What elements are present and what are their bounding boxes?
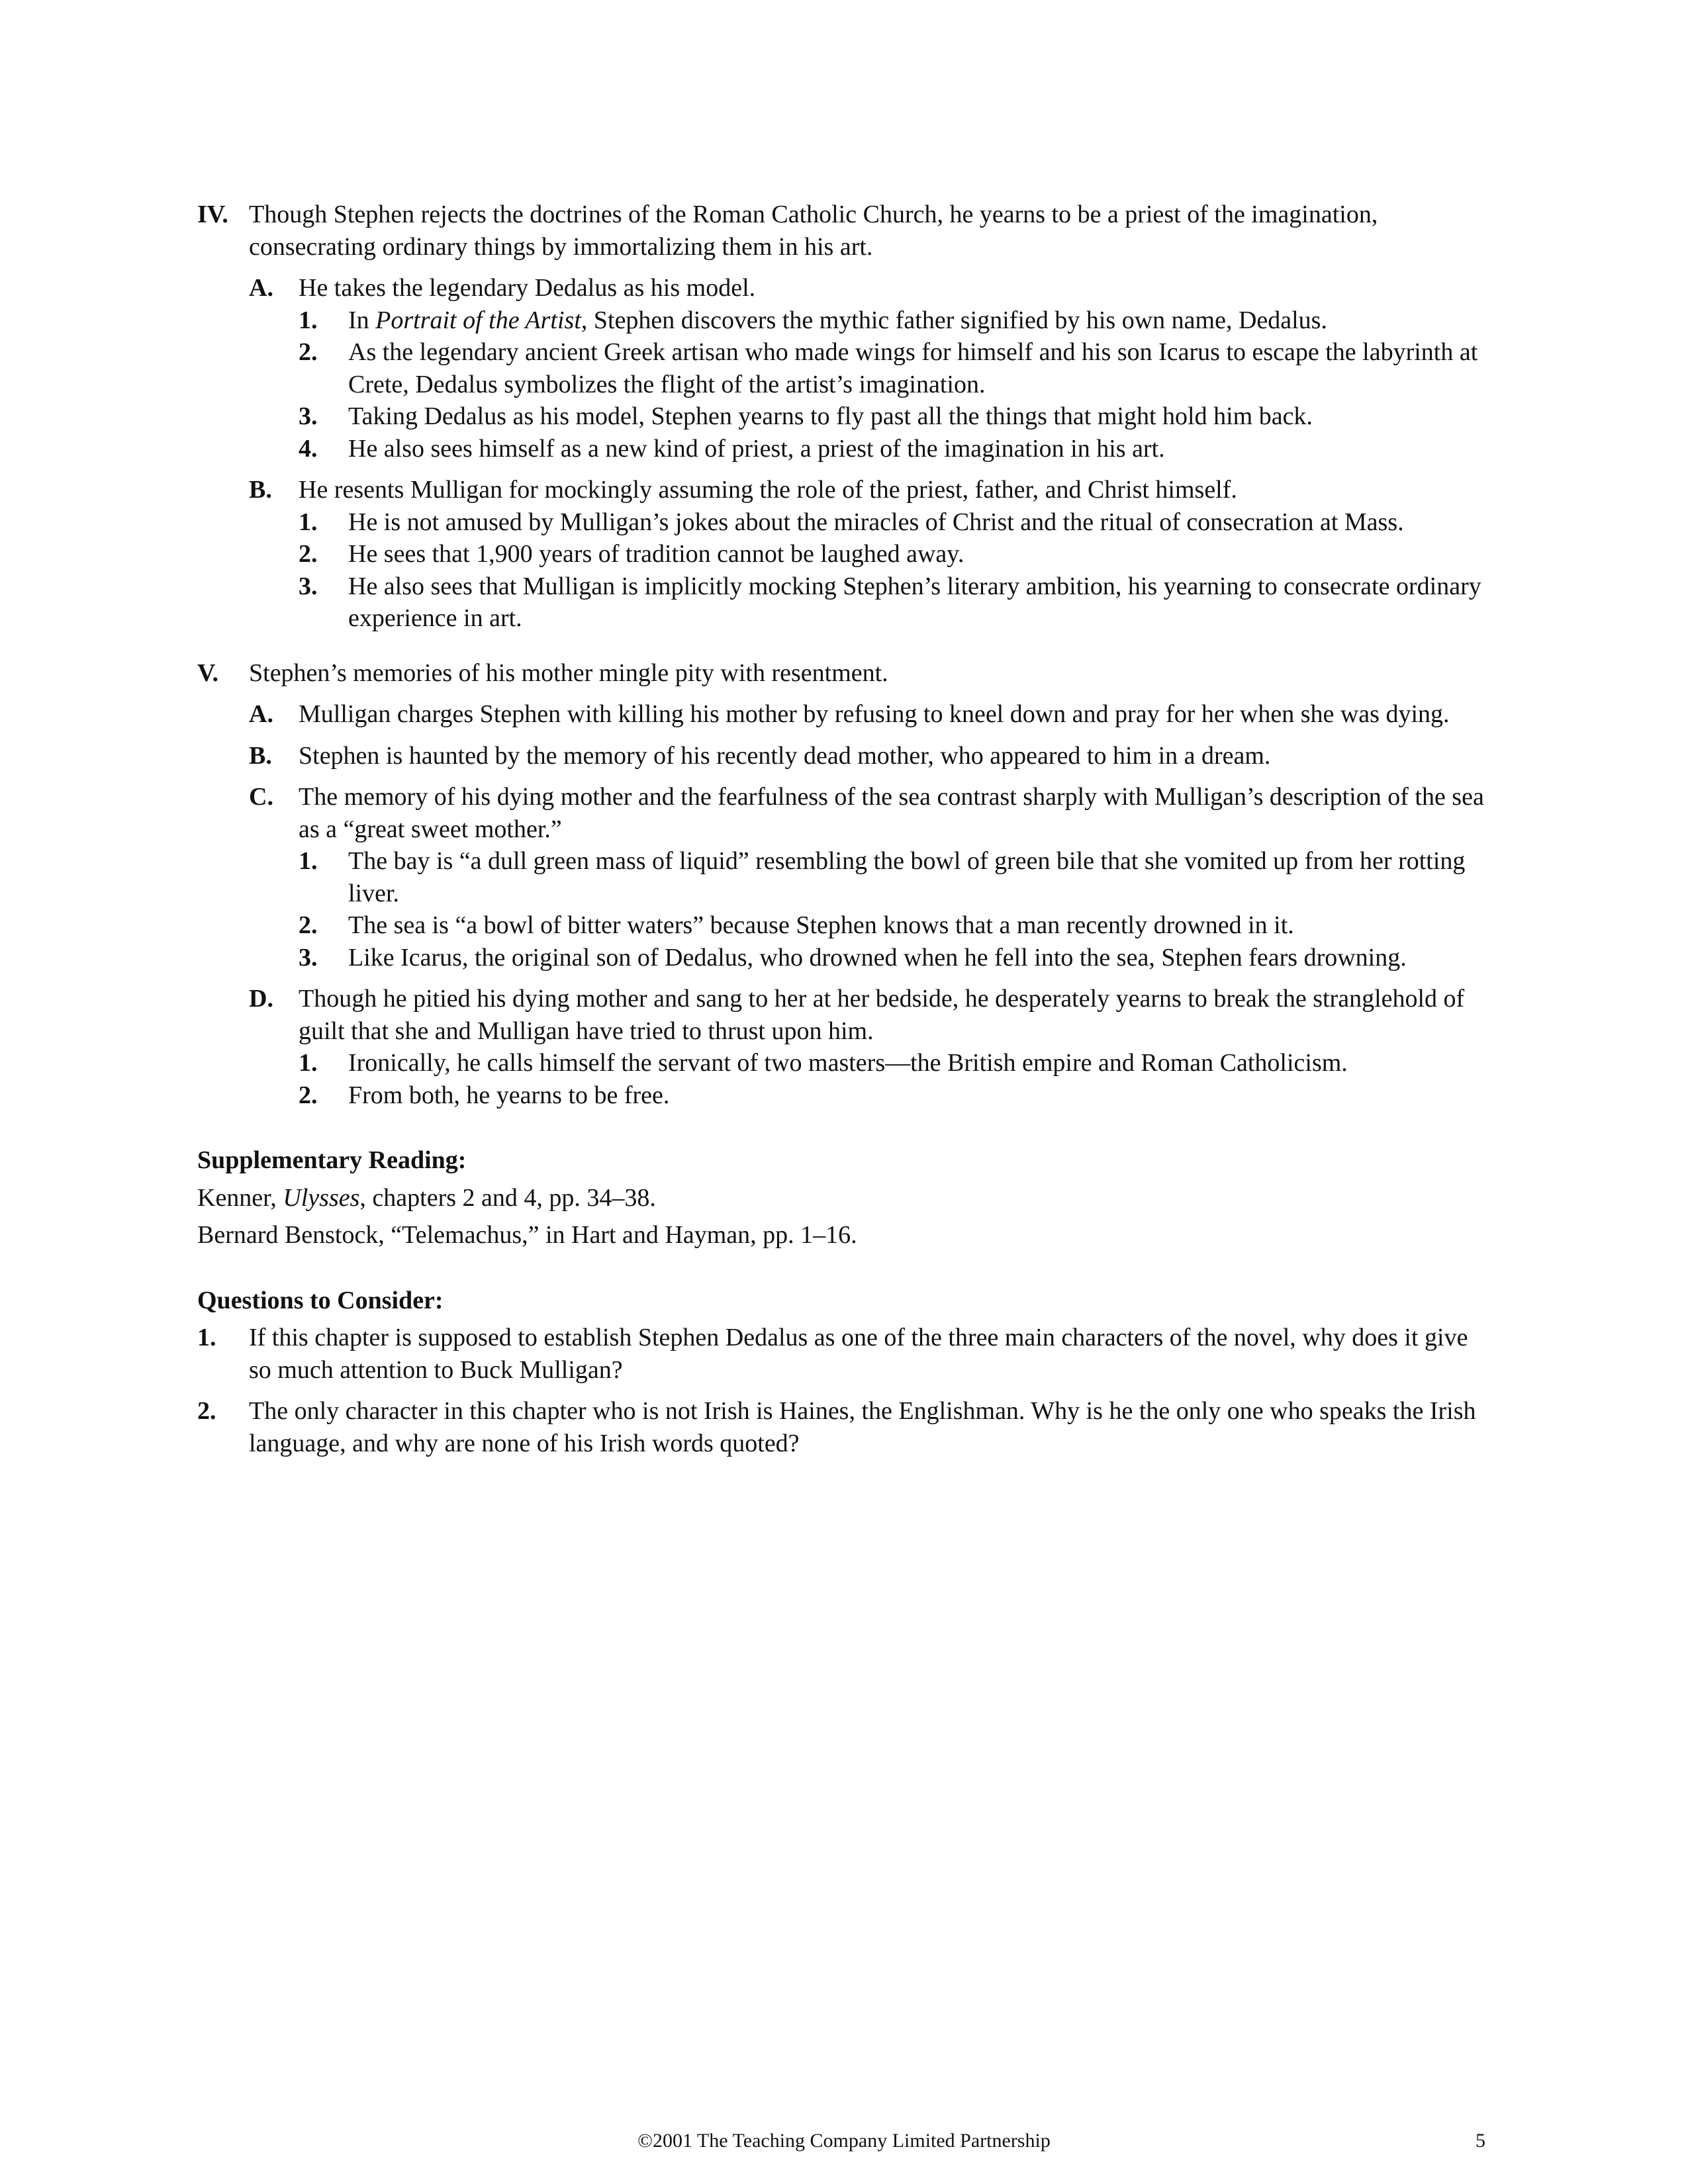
outline-label: 2. xyxy=(299,911,318,939)
outline-text: He also sees himself as a new kind of priest, a priest of the imagination in his art. xyxy=(348,434,1165,463)
question-text: If this chapter is supposed to establish Stephen Dedalus as one of the three main characters of the novel, why does it give so much attention to Buck Mulligan? xyxy=(249,1324,1468,1384)
question-item xyxy=(197,1395,1495,1459)
question-text: The only character in this chapter who is not Irish is Haines, the Englishman. Why is he the only one who speaks the Irish language, and why are none of his Irish words quoted? xyxy=(249,1397,1476,1457)
outline-text: He resents Mulligan for mockingly assuming the role of the priest, father, and Christ himself. xyxy=(299,476,1237,504)
outline-point xyxy=(299,506,1495,539)
question-item xyxy=(197,1322,1495,1386)
outline-text: The bay is “a dull green mass of liquid” resembling the bowl of green bile that she vomited up from her rotting liver. xyxy=(348,847,1466,907)
outline-item-iv xyxy=(197,199,1495,635)
outline-point xyxy=(299,1047,1495,1079)
outline-label: 3. xyxy=(299,402,318,430)
outline-point xyxy=(299,1079,1495,1112)
question-label: 1. xyxy=(197,1324,216,1351)
outline-point xyxy=(299,845,1495,909)
outline-item-v-a xyxy=(249,698,1495,731)
outline-item-v-c xyxy=(249,781,1495,974)
outline-label: 1. xyxy=(299,508,318,536)
outline-text: As the legendary ancient Greek artisan who made wings for himself and his son Icarus to escape the labyrinth at Crete, Dedalus symbolizes the flight of the artist’s imagination. xyxy=(348,338,1478,398)
outline-text: Stephen’s memories of his mother mingle pity with resentment. xyxy=(249,659,888,687)
outline-text: Stephen is haunted by the memory of his recently dead mother, who appeared to him in a dream. xyxy=(299,741,1271,770)
outline-text: From both, he yearns to be free. xyxy=(348,1081,670,1109)
outline-label: 2. xyxy=(299,1081,318,1109)
outline-item-v-b xyxy=(249,740,1495,772)
outline-item-v xyxy=(197,657,1495,1112)
copyright-notice: ©2001 The Teaching Company Limited Partnership xyxy=(637,2130,1051,2152)
outline-point xyxy=(299,400,1495,433)
reading-entry: Bernard Benstock, “Telemachus,” in Hart and Hayman, pp. 1–16. xyxy=(197,1221,857,1249)
outline-item-v-d xyxy=(249,983,1495,1111)
outline-label: V. xyxy=(197,659,219,687)
outline-label: B. xyxy=(249,741,272,770)
outline-label: IV. xyxy=(197,201,228,228)
questions-heading: Questions to Consider: xyxy=(197,1286,444,1314)
outline-content xyxy=(197,199,1495,1459)
outline-label: 1. xyxy=(299,306,318,334)
outline-label: C. xyxy=(249,783,273,811)
outline-label: 3. xyxy=(299,572,318,600)
book-title: Ulysses xyxy=(283,1183,360,1212)
outline-text: He also sees that Mulligan is implicitly mocking Stephen’s literary ambition, his yearning to consecrate ordinary experience in art. xyxy=(348,572,1481,632)
outline-item-iv-b xyxy=(249,474,1495,635)
page-number: 5 xyxy=(1476,2130,1485,2152)
book-title: Portrait of the Artist xyxy=(375,306,581,334)
outline-point xyxy=(299,909,1495,942)
outline-label: 4. xyxy=(299,434,318,463)
outline-label: B. xyxy=(249,476,272,504)
outline-text: He takes the legendary Dedalus as his model. xyxy=(299,274,756,302)
outline-point xyxy=(299,304,1495,337)
outline-text: Like Icarus, the original son of Dedalus, who drowned when he fell into the sea, Stephen fears drowning. xyxy=(348,943,1407,972)
outline-label: 1. xyxy=(299,1049,318,1077)
outline-point xyxy=(299,433,1495,465)
outline-point xyxy=(299,942,1495,974)
outline-point xyxy=(299,570,1495,635)
outline-point xyxy=(299,336,1495,400)
outline-text: In Portrait of the Artist, Stephen discovers the mythic father signified by his own name, Dedalus. xyxy=(348,306,1327,334)
outline-label: 2. xyxy=(299,540,318,568)
outline-label: A. xyxy=(249,274,273,302)
outline-text: He sees that 1,900 years of tradition cannot be laughed away. xyxy=(348,540,964,568)
outline-label: 3. xyxy=(299,943,318,972)
outline-point xyxy=(299,538,1495,570)
outline-text: Mulligan charges Stephen with killing his mother by refusing to kneel down and pray for her when she was dying. xyxy=(299,700,1450,728)
outline-item-iv-a xyxy=(249,272,1495,465)
outline-label: D. xyxy=(249,985,273,1013)
outline-text: He is not amused by Mulligan’s jokes about the miracles of Christ and the ritual of consecration at Mass. xyxy=(348,508,1404,536)
reading-entry: Kenner, Ulysses, chapters 2 and 4, pp. 34–38. xyxy=(197,1183,656,1212)
outline-text: Though Stephen rejects the doctrines of the Roman Catholic Church, he yearns to be a priest of the imagination, consecrating ordinary things by immortalizing them in his art. xyxy=(249,201,1378,261)
outline-label: 1. xyxy=(299,847,318,875)
outline-label: A. xyxy=(249,700,273,728)
question-label: 2. xyxy=(197,1397,216,1425)
outline-label: 2. xyxy=(299,338,318,366)
outline-text: Taking Dedalus as his model, Stephen yearns to fly past all the things that might hold him back. xyxy=(348,402,1313,430)
outline-text: The sea is “a bowl of bitter waters” because Stephen knows that a man recently drowned in it. xyxy=(348,911,1294,939)
supplementary-heading: Supplementary Reading: xyxy=(197,1146,467,1174)
outline-text: The memory of his dying mother and the fearfulness of the sea contrast sharply with Mulligan’s description of the sea as a “great sweet mother.” xyxy=(299,783,1484,843)
outline-text: Though he pitied his dying mother and sang to her at her bedside, he desperately yearns to break the stranglehold of guilt that she and Mulligan have tried to thrust upon him. xyxy=(299,985,1465,1045)
outline-text: Ironically, he calls himself the servant of two masters—the British empire and Roman Catholicism. xyxy=(348,1049,1348,1077)
